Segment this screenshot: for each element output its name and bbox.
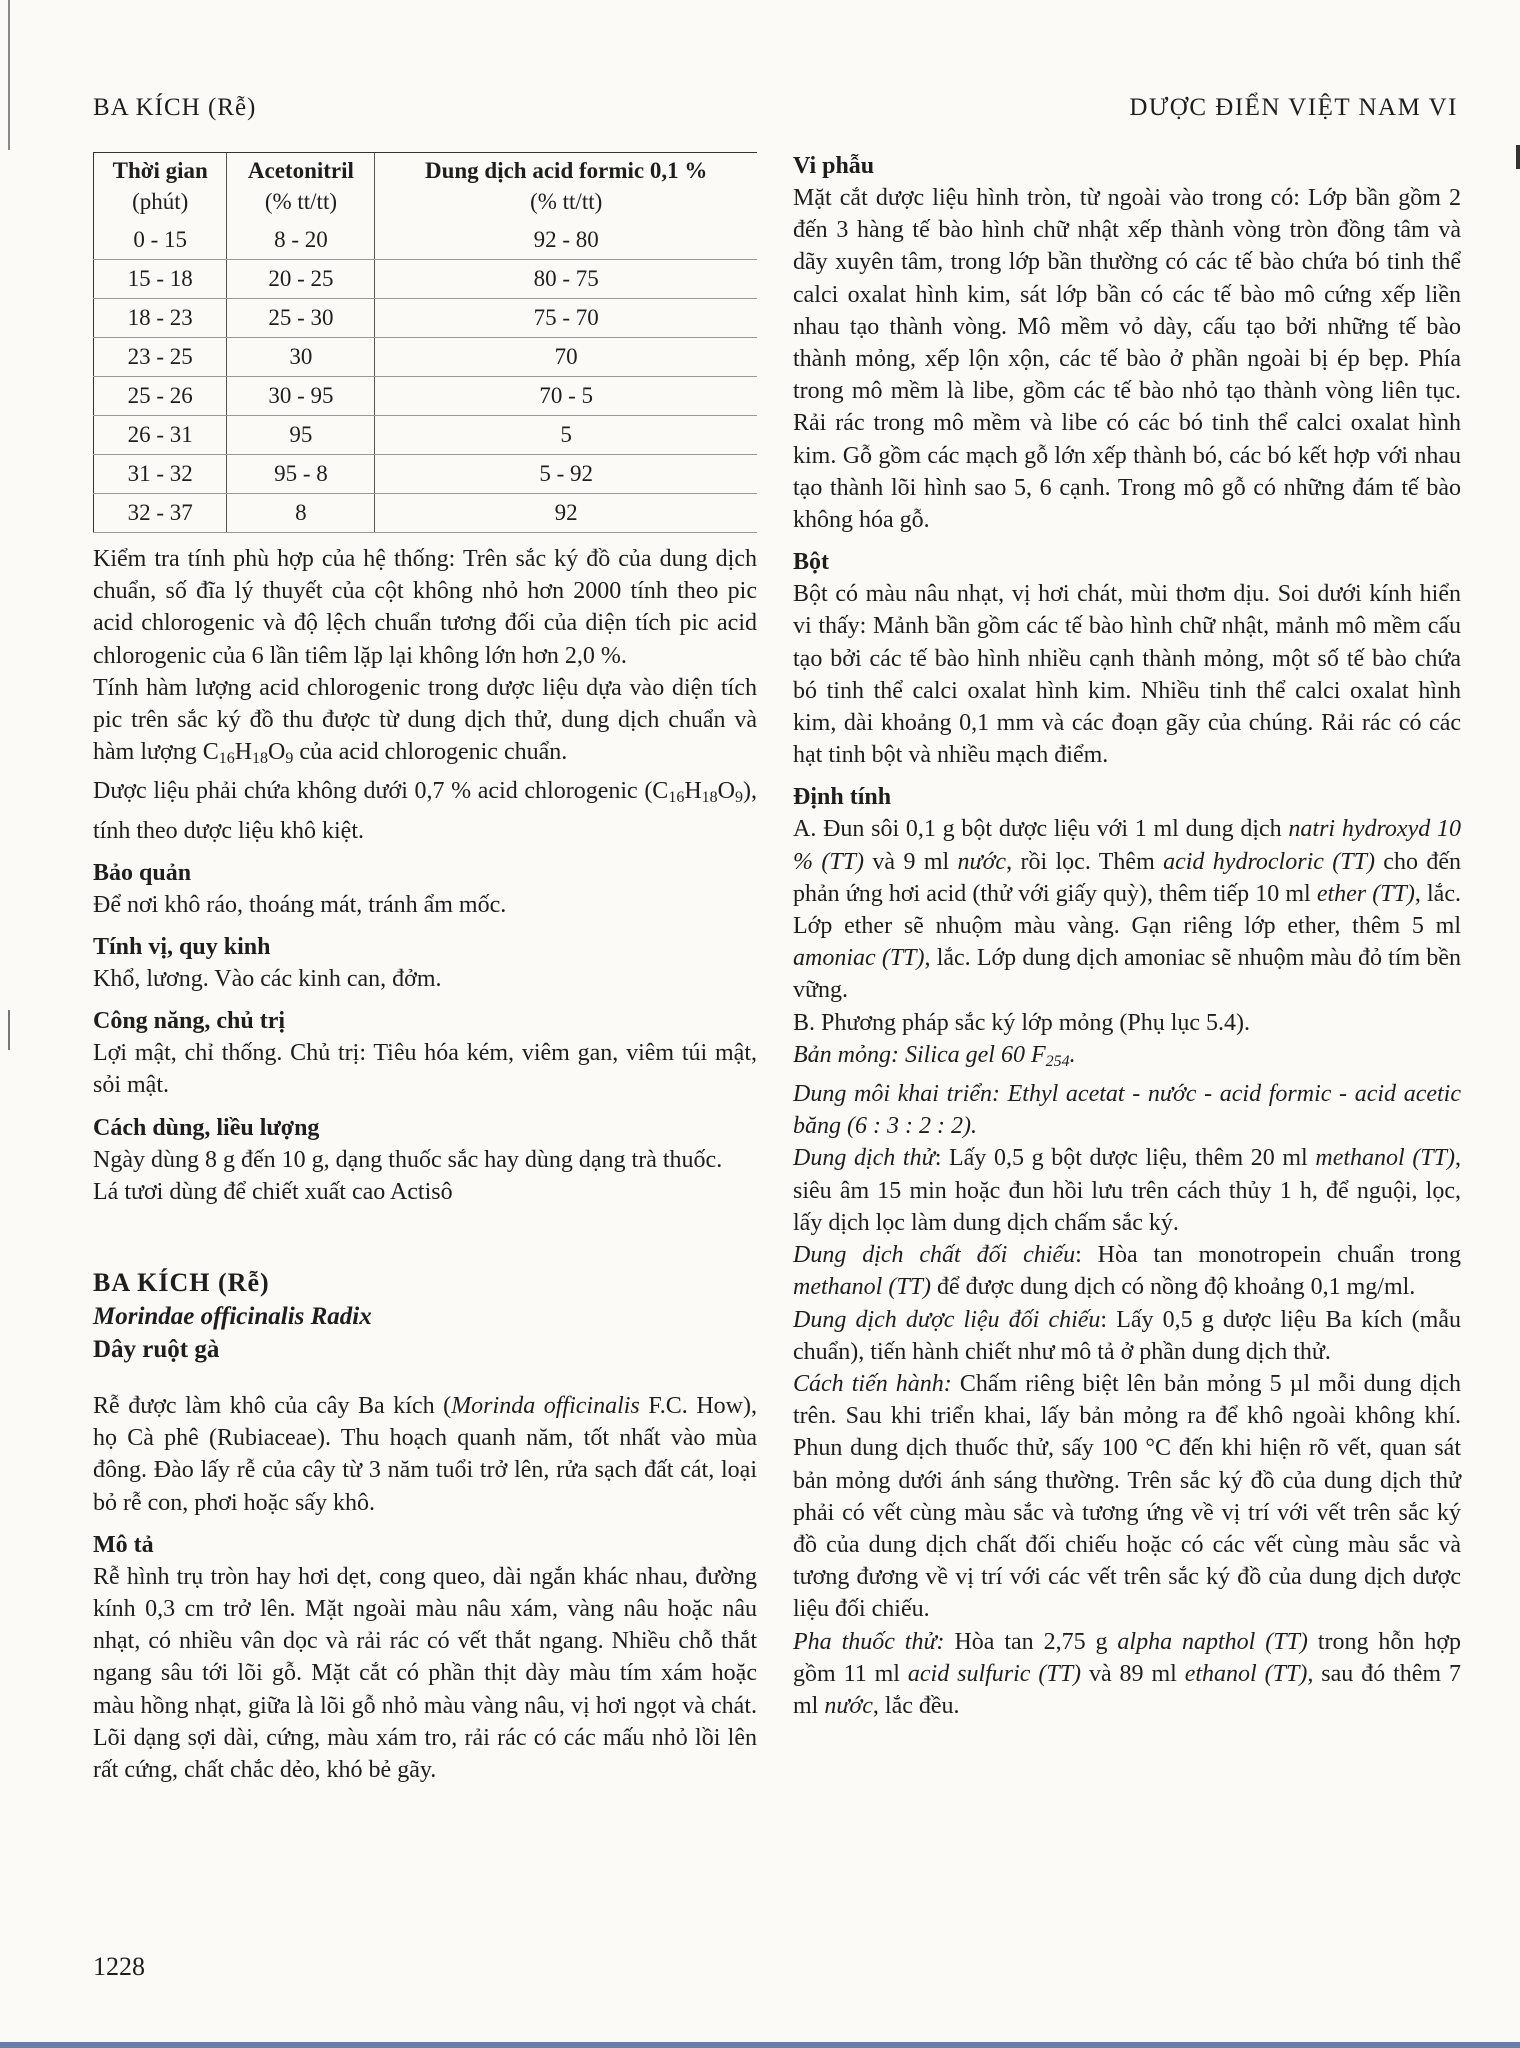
table-row: [94, 416, 758, 455]
test-solution-paragraph: Dung dịch thử: Lấy 0,5 g bột dược liệu, thêm 20 ml methanol (TT), siêu âm 15 min hoặc đun hồi lưu trên cách thủy 1 h, để nguội, lọc, lấy dịch lọc làm dung dịch chấm sắc ký.: [793, 1145, 1461, 1236]
solvent-paragraph: Dung môi khai triển: Ethyl acetat - nước - acid formic - acid acetic băng (6 : 3 : 2 : 2).: [793, 1081, 1461, 1140]
table-cell: 5 - 92: [375, 455, 757, 494]
table-cell: 70: [375, 338, 757, 377]
monograph-title: BA KÍCH (Rễ): [93, 1268, 270, 1298]
table-cell: 20 - 25: [227, 260, 375, 299]
heading-description: Mô tả: [93, 1531, 154, 1558]
table-cell: 15 - 18: [94, 260, 227, 299]
table-row: [94, 299, 758, 338]
table-cell: 70 - 5: [375, 377, 757, 416]
table-cell: 25 - 26: [94, 377, 227, 416]
identification-b-paragraph: B. Phương pháp sắc ký lớp mỏng (Phụ lục 5.4).: [793, 1009, 1251, 1036]
right-column: [793, 152, 1461, 1722]
table-row: [94, 494, 758, 533]
table-cell: 5: [375, 416, 757, 455]
running-header-right: DƯỢC ĐIỂN VIỆT NAM VI: [1129, 94, 1458, 121]
usage-paragraph: Ngày dùng 8 g đến 10 g, dạng thuốc sắc hay dùng dạng trà thuốc.: [93, 1146, 723, 1173]
table-cell: 75 - 70: [375, 299, 757, 338]
table-row: [94, 377, 758, 416]
heading-storage: Bảo quản: [93, 859, 192, 886]
table-unit-acetonitrile: (% tt/tt): [227, 186, 375, 221]
table-cell: 30: [227, 338, 375, 377]
table-cell: 8: [227, 494, 375, 533]
content-requirement-paragraph: Dược liệu phải chứa không dưới 0,7 % acid chlorogenic $(C_{16}H_{18}O_9)$, tính theo dược liệu khô kiệt.: [93, 778, 757, 844]
table-cell: 92 - 80: [375, 221, 757, 260]
heading-function-indication: Công năng, chủ trị: [93, 1008, 286, 1035]
table-row: [94, 338, 758, 377]
table-cell: 32 - 37: [94, 494, 227, 533]
system-suitability-paragraph: Kiểm tra tính phù hợp của hệ thống: Trên sắc ký đồ của dung dịch chuẩn, số đĩa lý thuyết của cột không nhỏ hơn 2000 tính theo pic acid chlorogenic và độ lệch chuẩn tương đối của diện tích pic acid chlorogenic của 6 lần tiêm lặp lại không lớn hơn 2,0 %.: [93, 546, 757, 669]
table-cell: 8 - 20: [227, 221, 375, 260]
usage-note-paragraph: Lá tươi dùng để chiết xuất cao Actisô: [93, 1178, 453, 1205]
table-header-formic: Dung dịch acid formic 0,1 %: [375, 153, 757, 187]
page-binding-mark: [8, 1010, 10, 1050]
table-cell: 92: [375, 494, 757, 533]
storage-paragraph: Để nơi khô ráo, thoáng mát, tránh ẩm mốc.: [93, 891, 507, 918]
table-cell: 95: [227, 416, 375, 455]
table-cell: 31 - 32: [94, 455, 227, 494]
table-row: [94, 455, 758, 494]
page-number: 1228: [93, 1952, 145, 1981]
microscopy-paragraph: Mặt cắt dược liệu hình tròn, từ ngoài vào trong có: Lớp bần gồm 2 đến 3 hàng tế bào hình chữ nhật xếp thành vòng tròn đồng tâm và dãy xuyên tâm, trong lớp bần thường có các tế bào chứa bó tinh thể calci oxalat hình kim, sát lớp bần có các tế bào mô cứng xếp liền nhau tạo thành vòng. Mô mềm vỏ dày, cấu tạo bởi những tế bào thành mỏng, xếp lộn xộn, các tế bào ở phần ngoài bị ép bẹp. Phía trong mô mềm là libe, gồm các tế bào nhỏ tạo thành vòng liên tục. Rải rác trong mô mềm và libe có các bó tinh thể calci oxalat hình kim. Gỗ gồm các mạch gỗ lớn xếp thành bó, các bó kết hợp với nhau tạo thành lõi hình sao 5, 6 cạnh. Trong mô gỗ có những đám tế bào không hóa gỗ.: [793, 185, 1461, 534]
function-paragraph: Lợi mật, chỉ thống. Chủ trị: Tiêu hóa kém, viêm gan, viêm túi mật, sỏi mật.: [93, 1040, 757, 1099]
gradient-table: [93, 152, 757, 533]
heading-microscopy: Vi phẫu: [793, 153, 875, 179]
table-cell: 80 - 75: [375, 260, 757, 299]
heading-taste-meridian: Tính vị, quy kinh: [93, 934, 271, 961]
running-header-left: BA KÍCH (Rễ): [93, 94, 257, 121]
page-binding-edge: [8, 0, 10, 150]
reagent-paragraph: Pha thuốc thử: Hòa tan 2,75 g alpha napthol (TT) trong hỗn hợp gồm 11 ml acid sulfuric (TT) và 89 ml ethanol (TT), sau đó thêm 7 ml nước, lắc đều.: [793, 1628, 1462, 1719]
heading-identification: Định tính: [793, 784, 892, 811]
table-header-time: Thời gian: [94, 153, 227, 187]
monograph-intro-paragraph: Rễ được làm khô của cây Ba kích (Morinda officinalis F.C. How), họ Cà phê (Rubiaceae). Thu hoạch quanh năm, tốt nhất vào mùa đông. Đào lấy rễ của cây từ 3 năm tuổi trở lên, rửa sạch đất cát, loại bỏ rễ con, phơi hoặc sấy khô.: [93, 1393, 758, 1516]
monograph-latin-name: Morindae officinalis Radix: [93, 1303, 372, 1331]
identification-a-paragraph: A. Đun sôi 0,1 g bột dược liệu với 1 ml dung dịch natri hydroxyd 10 % (TT) và 9 ml nước, rồi lọc. Thêm acid hydrocloric (TT) cho đến phản ứng hơi acid (thử với giấy quỳ), thêm tiếp 10 ml ether (TT), lắc. Lớp ether sẽ nhuộm màu vàng. Gạn riêng lớp ether, thêm 5 ml amoniac (TT), lắc. Lớp dung dịch amoniac sẽ nhuộm màu đỏ tím bền vững.: [793, 816, 1461, 1004]
taste-paragraph: Khổ, lương. Vào các kinh can, đởm.: [93, 966, 442, 993]
plate-paragraph: Bản mỏng: Silica gel 60 $F_{254}$.: [793, 1041, 1076, 1070]
table-cell: 30 - 95: [227, 377, 375, 416]
description-paragraph: Rễ hình trụ tròn hay hơi dẹt, cong queo, dài ngắn khác nhau, đường kính 0,3 cm trở lên. Mặt ngoài màu nâu xám, vàng nâu hoặc nâu nhạt, có nhiều vân dọc và rải rác có vết thắt ngang. Nhiều chỗ thắt ngang sâu tới lõi gỗ. Mặt cắt có phần thịt dày màu tím xám hoặc màu hồng nhạt, giữa là lõi gỗ nhỏ màu vàng nâu, vị hơi ngọt và chát. Lõi dạng sợi dài, cứng, màu xám tro, rải rác có các mấu nhỏ lồi lên rất cứng, chất chắc dẻo, khó bẻ gãy.: [93, 1563, 757, 1784]
heading-powder: Bột: [793, 549, 829, 576]
reference-solution-paragraph: Dung dịch chất đối chiếu: Hòa tan monotropein chuẩn trong methanol (TT) để được dung dịch có nồng độ khoảng 0,1 mg/ml.: [793, 1242, 1461, 1301]
table-unit-formic: (% tt/tt): [375, 186, 757, 221]
procedure-paragraph: Cách tiến hành: Chấm riêng biệt lên bản mỏng 5 µl mỗi dung dịch trên. Sau khi triển khai, lấy bản mỏng ra để khô ngoài không khí. Phun dung dịch thuốc thử, sấy 100 °C đến khi hiện rõ vết, quan sát bản mỏng dưới ánh sáng thường. Trên sắc ký đồ của dung dịch thử phải có vết cùng màu sắc và tương ứng về vị trí với vết trên sắc ký đồ của dung dịch chất đối chiếu hoặc có các vết cùng màu sắc và tương đương về vị trí với các vết trên sắc ký đồ của dung dịch dược liệu đối chiếu.: [793, 1370, 1462, 1623]
scan-bottom-edge: [0, 2042, 1520, 2048]
content-calculation-paragraph: Tính hàm lượng acid chlorogenic trong dược liệu dựa vào diện tích pic trên sắc ký đồ thu được từ dung dịch thử, dung dịch chuẩn và hàm lượng $C_{16}H_{18}O_9$ của acid chlorogenic chuẩn.: [93, 674, 757, 768]
heading-usage-dosage: Cách dùng, liều lượng: [93, 1114, 320, 1141]
powder-paragraph: Bột có màu nâu nhạt, vị hơi chát, mùi thơm dịu. Soi dưới kính hiển vi thấy: Mảnh bần gồm các tế bào hình chữ nhật, mảnh mô mềm cấu tạo bởi các tế bào hình nhiều cạnh thành mỏng, một số tế bào chứa bó tinh thể calci oxalat hình kim. Nhiều tinh thể calci oxalat hình kim, dài khoảng 0,1 mm và các đoạn gãy của chúng. Rải rác có các hạt tinh bột và nhiều mạch điểm.: [793, 581, 1461, 769]
table-cell: 26 - 31: [94, 416, 227, 455]
reference-drug-paragraph: Dung dịch dược liệu đối chiếu: Lấy 0,5 g dược liệu Ba kích (mẫu chuẩn), tiến hành chiết như mô tả ở phần dung dịch thử.: [793, 1306, 1461, 1365]
table-header-acetonitrile: Acetonitril: [227, 153, 375, 187]
table-row: [94, 221, 758, 260]
table-cell: 25 - 30: [227, 299, 375, 338]
table-row: [94, 260, 758, 299]
left-column: [93, 152, 757, 1786]
table-cell: 95 - 8: [227, 455, 375, 494]
table-unit-time: (phút): [94, 186, 227, 221]
table-cell: 0 - 15: [94, 221, 227, 260]
monograph-vernacular-name: Dây ruột gà: [93, 1336, 220, 1364]
section-tab-marker: [1516, 145, 1520, 169]
table-cell: 18 - 23: [94, 299, 227, 338]
table-cell: 23 - 25: [94, 338, 227, 377]
